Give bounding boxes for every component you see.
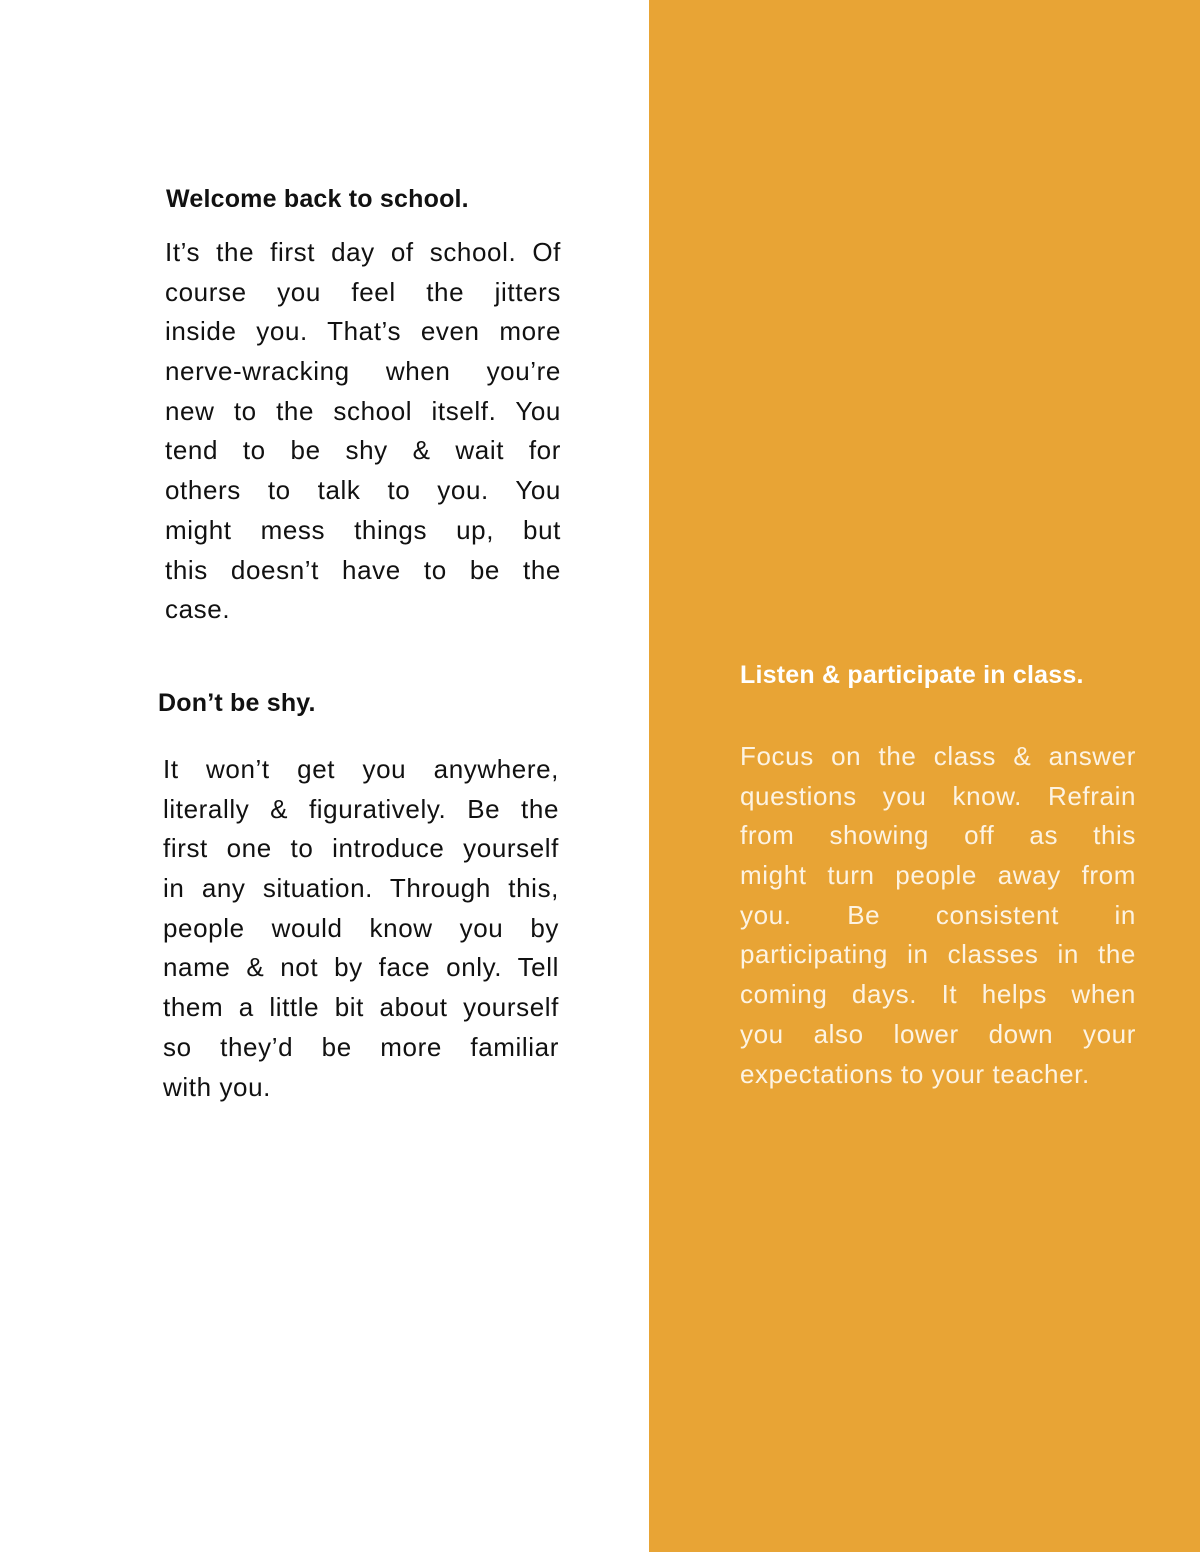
section-body-listen <box>740 737 1136 1094</box>
section-heading-welcome: Welcome back to school. <box>166 185 469 213</box>
text-line: participating in classes in the <box>740 939 1136 970</box>
text-line: new to the school itself. You <box>165 395 561 426</box>
text-line: questions you know. Refrain <box>740 780 1136 811</box>
text-line: in any situation. Through this, <box>163 873 559 904</box>
text-line: you. Be consistent in <box>740 899 1136 930</box>
text-line: nerve-wracking when you’re <box>165 356 561 387</box>
text-line: might mess things up, but <box>165 514 561 545</box>
text-line: tend to be shy & wait for <box>165 435 561 466</box>
text-line: name & not by face only. Tell <box>163 952 559 983</box>
section-body-welcome <box>165 233 561 630</box>
text-line: this doesn’t have to be the <box>165 554 561 585</box>
text-line: course you feel the jitters <box>165 276 561 307</box>
text-line: from showing off as this <box>740 820 1136 851</box>
text-line: them a little bit about yourself <box>163 992 559 1023</box>
text-line: others to talk to you. You <box>165 475 561 506</box>
text-line: Focus on the class & answer <box>740 741 1136 771</box>
text-line: It’s the first day of school. Of <box>165 237 561 267</box>
text-line: inside you. That’s even more <box>165 316 561 347</box>
text-line: expectations to your teacher. <box>740 1058 1090 1089</box>
text-line: case. <box>165 594 231 625</box>
text-line: It won’t get you anywhere, <box>163 754 559 784</box>
text-line: coming days. It helps when <box>740 979 1136 1010</box>
text-line: so they’d be more familiar <box>163 1031 559 1062</box>
section-heading-listen: Listen & participate in class. <box>740 661 1084 689</box>
text-line: first one to introduce yourself <box>163 833 559 864</box>
section-heading-dont-be-shy: Don’t be shy. <box>158 689 316 717</box>
text-line: you also lower down your <box>740 1018 1136 1049</box>
text-line: people would know you by <box>163 912 559 943</box>
text-line: might turn people away from <box>740 860 1136 891</box>
text-line: with you. <box>163 1071 272 1102</box>
section-body-dont-be-shy <box>163 750 559 1107</box>
text-line: literally & figuratively. Be the <box>163 793 559 824</box>
